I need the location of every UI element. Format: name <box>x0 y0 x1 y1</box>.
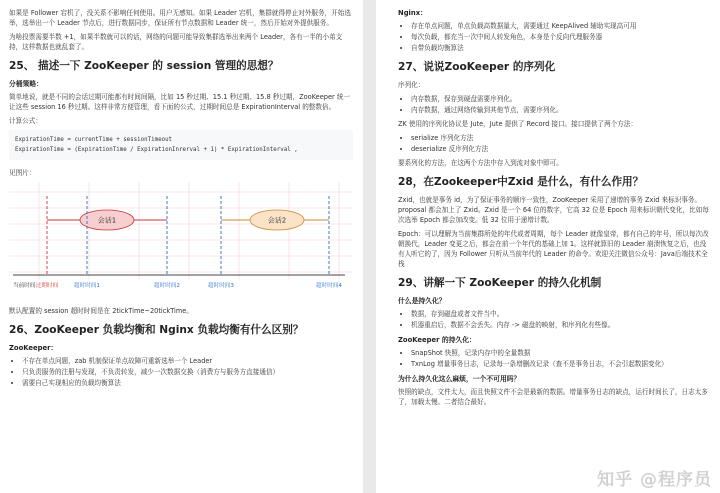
code-line: ExpirationTime = currentTime + sessionTimeout <box>15 137 173 143</box>
list-item: • 内存数据，保存到硬盘需要序列化。 <box>411 94 712 104</box>
jute-paragraph: ZK 使用的序列化协议是 Jute，Jute 提供了 Record 接口。接口提供了两个方法： <box>398 120 638 128</box>
what-persist-list <box>398 309 712 330</box>
watermark: 知乎 @程序员 <box>597 470 712 490</box>
tick-label: 超时时间1 <box>74 283 100 289</box>
why-persist-label: 为什么持久化这么麻烦，一个不可用吗？ <box>398 375 521 383</box>
zxid-paragraph: Zxid，也就是事务 id，为了保证事务的顺序一致性，ZooKeeper 采用了递增的事务 Zxid 来标识事务。proposal 都会加上了 Zxid。Zxid 是一个 64 位的数字，它高 32 位是 Epoch 用来标识朝代变化，比如每次选举 Epoch 都会加改变。低 32 位用于递增计数。 <box>398 196 709 224</box>
tick-label: 过期时间 <box>35 283 59 289</box>
left-paragraph-2: 为啥投票需要半数 +1，如果半数就可以的话，网络的问题可能导致集群选举出来两个 Leader，各有一半的小弟支持，这样数据也就乱套了。 <box>9 33 343 51</box>
epoch-paragraph: Epoch：可以理解为当前集群所处的年代或者周期，每个 Leader 就像皇帝，都有自己的年号，所以每次改朝换代，Leader 变更之后，都会在前一个年代的基础上加 1。这样就算旧的 Leader 崩溃恢复之后，也没有人听它的了，因为 Follower 只听从当前年代的 Leader 的命令。欢迎关注微信公众号：Java后端技术全栈 <box>398 230 709 268</box>
list-item: • 自带负载均衡算法 <box>411 43 712 53</box>
tick-label: 超时时间3 <box>208 283 234 289</box>
code-line: ExpirationTime = (ExpirationTime / ExpirationInrerval + 1) * ExpirationInterval , <box>15 147 298 153</box>
list-item: • 存在单点问题，单点负载高数据量大，需要通过 KeepAlived 辅助实现高可用 <box>411 21 712 31</box>
figure-label: 见图片： <box>9 169 36 177</box>
zk-persist-list <box>398 348 712 369</box>
list-item: • deserialize 反序列化方法 <box>411 144 712 154</box>
list-item: • 需要自己实现相应的负载均衡算法 <box>22 378 353 388</box>
tick-label: 超时时间2 <box>154 283 180 289</box>
zk-persist-label: ZooKeeper 的持久化： <box>398 336 476 344</box>
session-1-label: 会话1 <box>97 216 117 225</box>
tick-label: 超时时间4 <box>316 283 342 289</box>
zookeeper-list <box>9 356 353 388</box>
code-block <box>9 130 353 160</box>
zookeeper-label: ZooKeeper： <box>9 344 58 352</box>
list-item: • 内存数据，通过网络传输到其他节点，需要序列化。 <box>411 105 712 115</box>
heading-25-sub: 分桶策略： <box>9 80 43 88</box>
figure-grid <box>9 182 353 280</box>
list-item: • 数据，存到磁盘或者文件当中。 <box>411 309 712 319</box>
session-bucket-figure <box>9 182 353 300</box>
list-item: • 只负责服务的注册与发现，不负责转发，减少一次数据交换（消费方与服务方直接通信） <box>22 367 353 377</box>
heading-28: 28，在Zookeeper中Zxid 是什么，有什么作用？ <box>398 176 644 188</box>
list-item: • 每次负载，都充当一次中间人转发角色，本身是个反向代理服务器 <box>411 32 712 42</box>
nginx-label: Nginx： <box>398 9 427 17</box>
serial-label: 序列化： <box>398 81 425 89</box>
nginx-list <box>398 21 712 53</box>
heading-25: 25、 描述一下 ZooKeeper 的 session 管理的思想？ <box>9 60 279 72</box>
list-item: • SnapShot 快照，记录内存中的全量数据 <box>411 348 712 358</box>
list-item: • TxnLog 增量事务日志，记录每一条增删改记录（查不是事务日志，不会引起数据变化） <box>411 359 712 369</box>
session-bucket-diagram <box>9 182 353 300</box>
session-paragraph: 简单地说，就是不同的会话过期可能都有时间间隔，比如 15 秒过期、15.1 秒过期、15.8 秒过期，ZooKeeper 统一让这些 session 16 秒过期。这样非常方便管理，看下面的公式，过期时间总是 ExpirationInterval 的整数倍。 <box>9 93 351 111</box>
heading-29: 29、讲解一下 ZooKeeper 的持久化机制 <box>398 277 602 289</box>
what-persist-label: 什么是持久化？ <box>398 297 446 305</box>
heading-26: 26、ZooKeeper 负载均衡和 Nginx 负载均衡有什么区别？ <box>9 324 304 336</box>
list-item: • serialize 序列化方法 <box>411 133 712 143</box>
serial-paragraph: 要系列化的方法，在这两个方法中存入到流对象中即可。 <box>398 159 563 167</box>
session-default-note: 默认配置的 session 超时时间是在 2tickTime~20tickTime。 <box>9 307 193 315</box>
left-paragraph-1: 如果是 Follower 宕机了，没关系不影响任何使用。用户无感知。如果 Leader 宕机，集群就得停止对外服务，开始选举，选举出一个 Leader 节点后，进行数据同步，保证所有节点数据和 Leader 统一，然后开始对外提供服务。 <box>9 9 351 27</box>
heading-27: 27、说说ZooKeeper 的序列化 <box>398 61 556 73</box>
right-page <box>376 0 720 493</box>
serial-list <box>398 94 712 115</box>
jute-list <box>398 133 712 154</box>
session-2-label: 会话2 <box>267 216 287 225</box>
calc-label: 计算公式： <box>9 117 42 125</box>
list-item: • 机器重启后，数据不会丢失。内存 -> 磁盘的映射，和序列化有些像。 <box>411 320 712 330</box>
list-item: • 不存在单点问题，zab 机制保证单点故障可重新选举一个 Leader <box>22 356 353 366</box>
tick-label: 当前时间 <box>13 283 36 289</box>
last-paragraph: 快照的缺点，文件太大，而且快照文件不会是最新的数据。增量事务日志的缺点，运行时间长了，日志太多了，加载太慢。二者结合最好。 <box>398 388 708 406</box>
